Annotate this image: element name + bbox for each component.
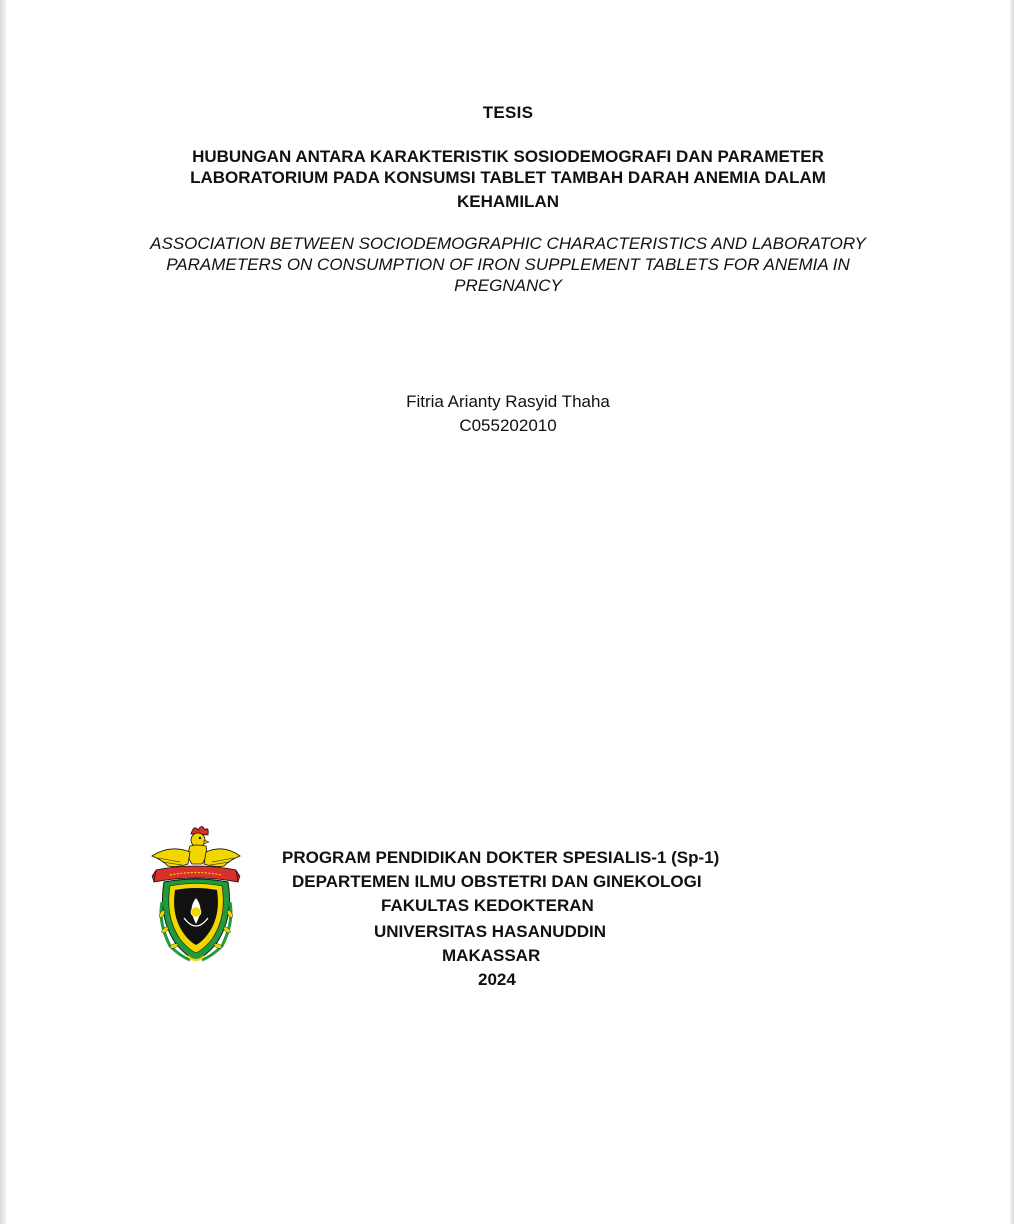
faculty-name: FAKULTAS KEDOKTERAN (381, 896, 594, 915)
title-english-line: ASSOCIATION BETWEEN SOCIODEMOGRAPHIC CHARACTERISTICS AND LABORATORY (150, 234, 866, 253)
title-indonesian-line: KEHAMILAN (457, 192, 559, 211)
title-indonesian-line: LABORATORIUM PADA KONSUMSI TABLET TAMBAH DARAH ANEMIA DALAM (190, 168, 826, 187)
title-indonesian (6, 146, 1010, 212)
title-english-line: PARAMETERS ON CONSUMPTION OF IRON SUPPLEMENT TABLETS FOR ANEMIA IN (166, 255, 850, 274)
title-indonesian-line: HUBUNGAN ANTARA KARAKTERISTIK SOSIODEMOGRAFI DAN PARAMETER (192, 147, 824, 166)
year: 2024 (478, 970, 516, 989)
university-name: UNIVERSITAS HASANUDDIN (374, 922, 607, 941)
author-name: Fitria Arianty Rasyid Thaha (406, 392, 610, 411)
student-id: C055202010 (459, 416, 557, 435)
page-edge-right (1010, 0, 1014, 1224)
university-emblem-icon (150, 822, 242, 964)
document-type: TESIS (482, 103, 534, 122)
city: MAKASSAR (442, 946, 541, 965)
department-name: DEPARTEMEN ILMU OBSTETRI DAN GINEKOLOGI (292, 872, 702, 891)
title-english-line: PREGNANCY (454, 276, 562, 295)
program-name: PROGRAM PENDIDIKAN DOKTER SPESIALIS-1 (Sp-1) (282, 848, 720, 867)
title-english (6, 233, 1010, 296)
